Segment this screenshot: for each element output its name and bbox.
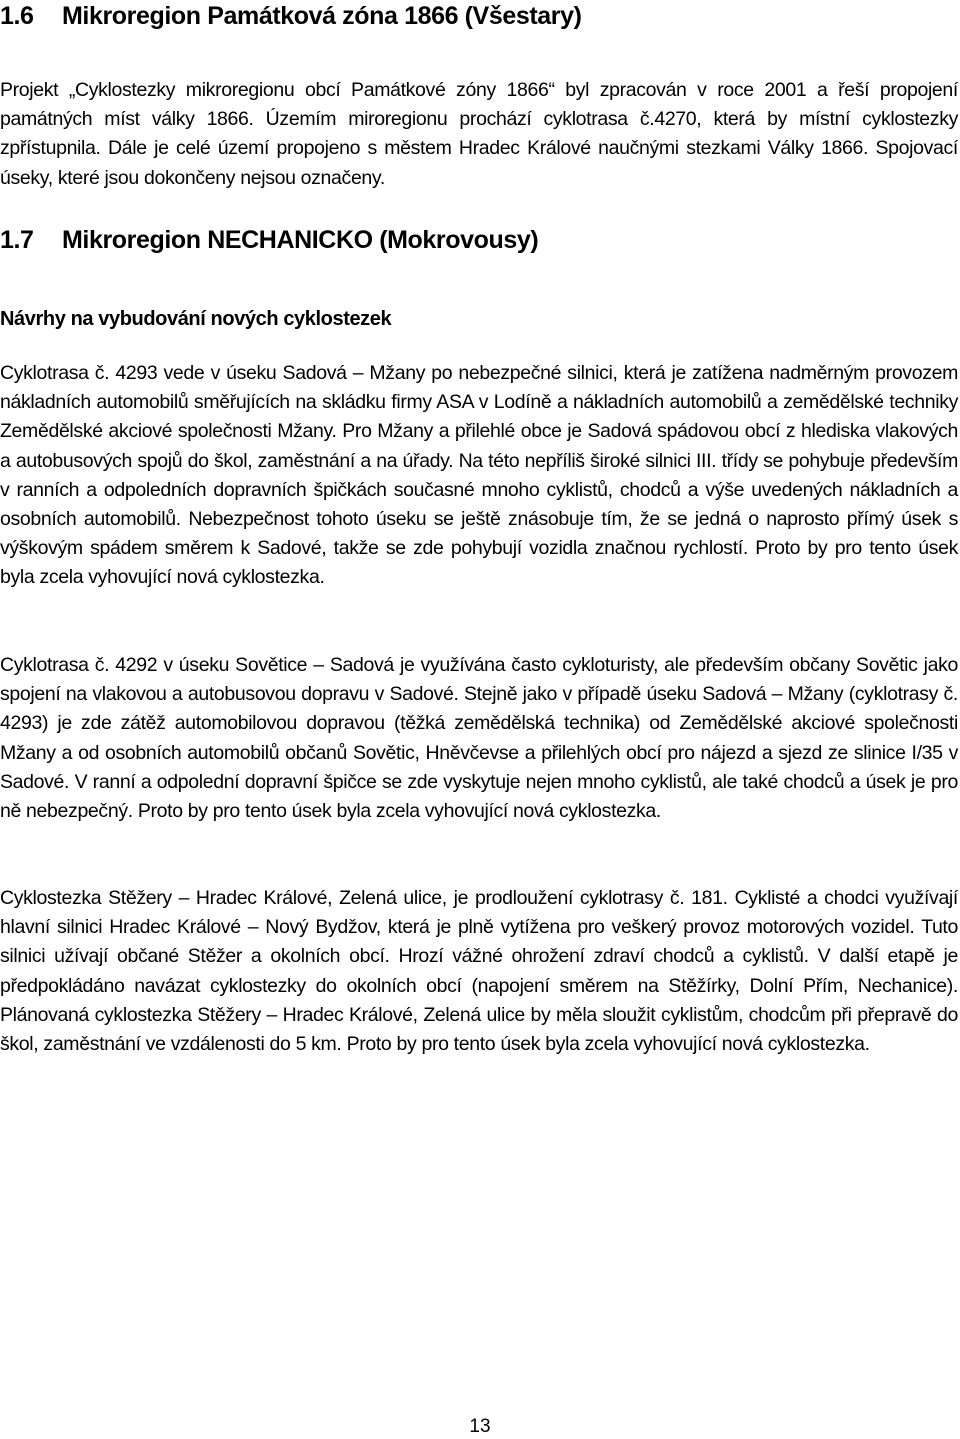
subsection-heading: Návrhy na vybudování nových cyklostezek	[0, 308, 392, 330]
section-title: Mikroregion NECHANICKO (Mokrovousy)	[62, 226, 539, 254]
section-number: 1.6	[0, 2, 34, 30]
section-number: 1.7	[0, 226, 34, 254]
section-heading-1-7	[0, 225, 538, 255]
paragraph: Cyklostezka Stěžery – Hradec Králové, Zelená ulice, je prodloužení cyklotrasy č. 181. Cyklisté a chodci využívají hlavní silnici Hradec Králové – Nový Bydžov, která je plně vytížena pro veškerý provoz motorových vozidel. Tuto silnici užívají občané Stěžer a okolních obcí. Hrozí vážné ohrožení zdraví chodců a cyklistů. V další etapě je předpokládáno navázat cyklostezky do okolních obcí (napojení směrem na Stěžírky, Dolní Přím, Nechanice). Plánovaná cyklostezka Stěžery – Hradec Králové, Zelená ulice by měla sloužit cyklistům, chodcům při přepravě do škol, zaměstnání ve vzdálenosti do 5 km. Proto by pro tento úsek byla zcela vyhovující nová cyklostezka.	[0, 887, 958, 1056]
paragraph: Projekt „Cyklostezky mikroregionu obcí Památkové zóny 1866“ byl zpracován v roce 2001 a řeší propojení památných míst války 1866. Územím miroregionu prochází cyklotrasa č.4270, která by místní cyklostezky zpřístupnila. Dále je celé území propojeno s městem Hradec Králové naučnými stezkami Války 1866. Spojovací úseky, které jsou dokončeny nejsou označeny.	[0, 79, 958, 189]
paragraph: Cyklotrasa č. 4293 vede v úseku Sadová – Mžany po nebezpečné silnici, která je zatížena nadměrným provozem nákladních automobilů směřujících na skládku firmy ASA v Lodíně a nákladních automobilů a zemědělské techniky Zemědělské akciové společnosti Mžany. Pro Mžany a přilehlé obce je Sadová spádovou obcí z hlediska vlakových a autobusových spojů do škol, zaměstnání a na úřady. Na této nepříliš široké silnici III. třídy se pohybuje především v ranních a odpoledních dopravních špičkách současné mnoho cyklistů, chodců a výše uvedených nákladních a osobních automobilů. Nebezpečnost tohoto úseku se ještě znásobuje tím, že se jedná o naprosto přímý úsek s výškovým spádem směrem k Sadové, takže se zde pohybují vozidla značnou rychlostí. Proto by pro tento úsek byla zcela vyhovující nová cyklostezka.	[0, 362, 958, 589]
section-heading-1-6	[0, 1, 582, 31]
paragraph: Cyklotrasa č. 4292 v úseku Sovětice – Sadová je využívána často cykloturisty, ale především občany Sovětic jako spojení na vlakovou a autobusovou dopravu v Sadové. Stejně jako v případě úseku Sadová – Mžany (cyklotrasy č. 4293) je zde zátěž automobilovou dopravou (těžká zemědělská technika) od Zemědělské akciové společnosti Mžany a od osobních automobilů občanů Sovětic, Hněvčevse a přilehlých obcí pro nájezd a sjezd ze slinice I/35 v Sadové. V ranní a odpolední dopravní špičce se zde vyskytuje nejen mnoho cyklistů, ale také chodců a úsek je pro ně nebezpečný. Proto by pro tento úsek byla zcela vyhovující nová cyklostezka.	[0, 654, 958, 823]
section-title: Mikroregion Památková zóna 1866 (Všestary)	[62, 2, 582, 30]
page-number: 13	[469, 1416, 491, 1437]
